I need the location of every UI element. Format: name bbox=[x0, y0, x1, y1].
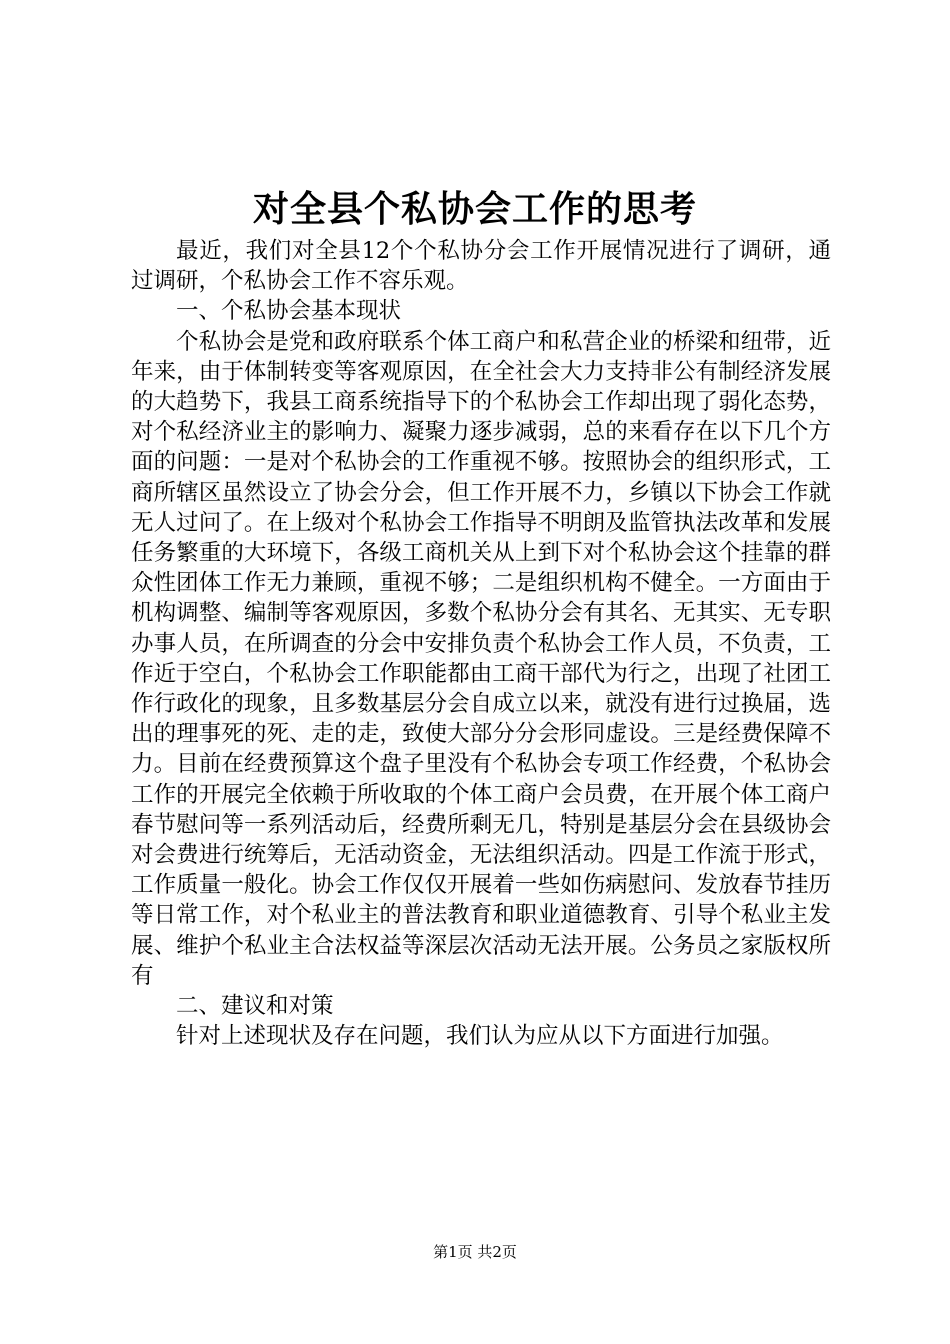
document-title: 对全县个私协会工作的思考 bbox=[252, 188, 697, 230]
document-body bbox=[131, 236, 831, 1051]
page-number-footer: 第1页 共2页 bbox=[433, 1243, 517, 1261]
section-heading-2: 二、建议和对策 bbox=[176, 993, 334, 1020]
paragraph-status: 个私协会是党和政府联系个体工商户和私营企业的桥梁和纽带，近年来，由于体制转变等客观原因，在全社会大力支持非公有制经济发展的大趋势下，我县工商系统指导下的个私协会工作却出现了弱化态势，对个私经济业主的影响力、凝聚力逐步减弱，总的来看存在以下几个方面的问题：一是对个私协会的工作重视不够。按照协会的组织形式，工商所辖区虽然设立了协会分会，但工作开展不力，乡镇以下协会工作就无人过问了。在上级对个私协会工作指导不明朗及监管执法改革和发展任务繁重的大环境下，各级工商机关从上到下对个私协会这个挂靠的群众性团体工作无力兼顾，重视不够；二是组织机构不健全。一方面由于机构调整、编制等客观原因，多数个私协分会有其名、无其实、无专职办事人员，在所调查的分会中安排负责个私协会工作人员，不负责，工作近于空白，个私协会工作职能都由工商干部代为行之，出现了社团工作行政化的现象，且多数基层分会自成立以来，就没有进行过换届，选出的理事死的死、走的走，致使大部分分会形同虚设。三是经费保障不力。目前在经费预算这个盘子里没有个私协会专项工作经费，个私协会工作的开展完全依赖于所收取的个体工商户会员费，在开展个体工商户春节慰问等一系列活动后，经费所剩无几，特别是基层分会在县级协会对会费进行统筹后，无活动资金，无法组织活动。四是工作流于形式，工作质量一般化。协会工作仅仅开展着一些如伤病慰问、发放春节挂历等日常工作，对个私业主的普法教育和职业道德教育、引导个私业主发展、维护个私业主合法权益等深层次活动无法开展。公务员之家版权所有 bbox=[131, 328, 831, 989]
paragraph-intro: 最近，我们对全县12个个私协分会工作开展情况进行了调研，通过调研，个私协会工作不容乐观。 bbox=[131, 238, 831, 295]
paragraph-measures: 针对上述现状及存在问题，我们认为应从以下方面进行加强。 bbox=[176, 1023, 784, 1050]
section-heading-1: 一、个私协会基本现状 bbox=[176, 298, 402, 325]
